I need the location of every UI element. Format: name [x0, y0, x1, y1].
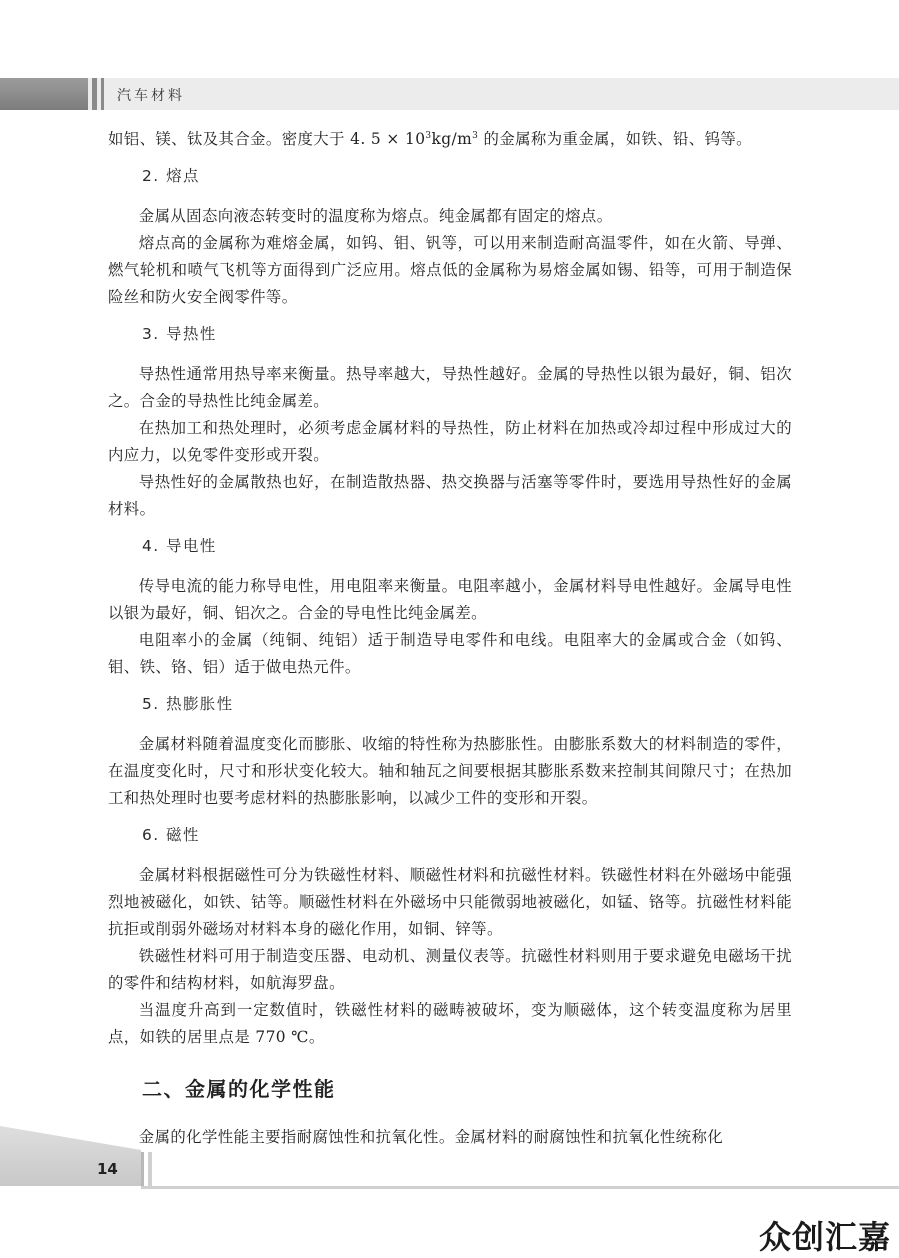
watermark-logo: 众创汇嘉: [758, 1218, 891, 1256]
section-heading-electrical-conductivity: 4. 导电性: [142, 537, 217, 555]
paragraph: 导热性好的金属散热也好，在制造散热器、热交换器与活塞等零件时，要选用导热性好的金属材料。: [108, 473, 792, 518]
intro-superscript: 3: [472, 130, 479, 141]
intro-text: 如铝、镁、钛及其合金。密度大于 4. 5 × 10: [108, 130, 426, 148]
paragraph: 当温度升高到一定数值时，铁磁性材料的磁畴被破坏，变为顺磁体，这个转变温度称为居里点，如铁的居里点是 770 ℃。: [108, 1001, 792, 1046]
intro-text-end: 的金属称为重金属，如铁、铅、钨等。: [478, 130, 752, 148]
paragraph: 电阻率小的金属（纯铜、纯铝）适于制造导电零件和电线。电阻率大的金属或合金（如钨、钼、铁、铬、铝）适于做电热元件。: [108, 631, 792, 676]
footer-rule: [141, 1186, 899, 1189]
header-block: [0, 78, 88, 110]
section-heading-melting-point: 2. 熔点: [142, 167, 200, 185]
intro-superscript: 3: [425, 130, 432, 141]
paragraph: 金属材料随着温度变化而膨胀、收缩的特性称为热膨胀性。由膨胀系数大的材料制造的零件，在温度变化时，尺寸和形状变化较大。轴和轴瓦之间要根据其膨胀系数来控制其间隙尺寸；在热加工和热处理时也要考虑材料的热膨胀影响，以减少工件的变形和开裂。: [108, 735, 792, 807]
header-stripe: [92, 78, 97, 110]
header-stripe: [101, 78, 104, 110]
paragraph: 传导电流的能力称导电性，用电阻率来衡量。电阻率越小，金属材料导电性越好。金属导电性以银为最好，铜、铝次之。合金的导电性比纯金属差。: [108, 577, 792, 622]
intro-paragraph: [108, 126, 792, 153]
paragraph: 熔点高的金属称为难熔金属，如钨、钼、钒等，可以用来制造耐高温零件，如在火箭、导弹、燃气轮机和喷气飞机等方面得到广泛应用。熔点低的金属称为易熔金属如锡、铅等，可用于制造保险丝和防火安全阀零件等。: [108, 234, 792, 306]
footer-stripe: [148, 1152, 152, 1186]
paragraph: 在热加工和热处理时，必须考虑金属材料的导热性，防止材料在加热或冷却过程中形成过大的内应力，以免零件变形或开裂。: [108, 419, 792, 464]
paragraph: 金属从固态向液态转变时的温度称为熔点。纯金属都有固定的熔点。: [138, 207, 613, 225]
chapter-heading: 二、金属的化学性能: [142, 1077, 336, 1101]
section-heading-magnetism: 6. 磁性: [142, 826, 200, 844]
section-heading-thermal-expansion: 5. 热膨胀性: [142, 695, 234, 713]
page-number: 14: [97, 1160, 118, 1178]
footer-stripe: [141, 1152, 144, 1186]
paragraph: 导热性通常用热导率来衡量。热导率越大，导热性越好。金属的导热性以银为最好，铜、铝次之。合金的导热性比纯金属差。: [108, 365, 792, 410]
paragraph: 铁磁性材料可用于制造变压器、电动机、测量仪表等。抗磁性材料则用于要求避免电磁场干扰的零件和结构材料，如航海罗盘。: [108, 947, 792, 992]
running-header-title: 汽车材料: [117, 88, 185, 104]
intro-unit: kg/m: [431, 130, 473, 148]
paragraph: 金属材料根据磁性可分为铁磁性材料、顺磁性材料和抗磁性材料。铁磁性材料在外磁场中能强烈地被磁化，如铁、钴等。顺磁性材料在外磁场中只能微弱地被磁化，如锰、铬等。抗磁性材料能抗拒或削弱外磁场对材料本身的磁化作用，如铜、锌等。: [108, 866, 792, 938]
page-body: [108, 126, 792, 1151]
paragraph: 金属的化学性能主要指耐腐蚀性和抗氧化性。金属材料的耐腐蚀性和抗氧化性统称化: [138, 1128, 724, 1146]
section-heading-thermal-conductivity: 3. 导热性: [142, 325, 217, 343]
